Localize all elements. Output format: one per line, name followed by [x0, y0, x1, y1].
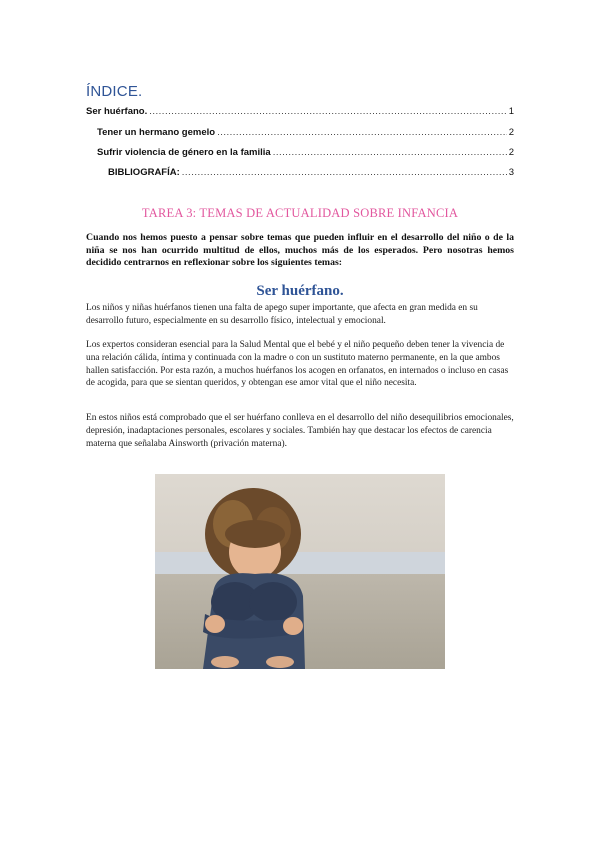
- toc-entry-label: Sufrir violencia de género en la familia: [97, 147, 271, 158]
- body-paragraph: Los expertos consideran esencial para la Salud Mental que el bebé y el niño pequeño deben tener la vivencia de una relación cálida, íntima y continuada con la madre o con un sustituto materno permanente, en la que ambos hallen satisfacción. Por esta razón, a muchos huérfanos los acogen en orfanatos, en internados o incluso en casas de acogida, para que se sientan queridos, y obtengan ese amor vital que el niño necesita.: [86, 340, 509, 389]
- toc-entry-label: Tener un hermano gemelo: [97, 127, 216, 138]
- body-paragraph: En estos niños está comprobado que el ser huérfano conlleva en el desarrollo del niño desequilibrios emocionales, depresión, inadaptaciones personales, escolares y sociales. También hay que destacar los efectos de carencia materna que señalaba Ainsworth (privación materna).: [86, 413, 514, 449]
- child-photo: [155, 474, 445, 669]
- toc-entry[interactable]: [108, 167, 514, 178]
- toc-entry[interactable]: [86, 106, 514, 117]
- child-photo-illustration: [155, 474, 445, 669]
- toc-title: ÍNDICE.: [86, 83, 143, 100]
- body-paragraph: Los niños y niñas huérfanos tienen una falta de apego super importante, que afecta en gran medida en su desarrollo futuro, especialmente en su desarrollo físico, intelectual y emocional.: [86, 303, 478, 326]
- toc-entry-page: 2: [508, 147, 514, 158]
- toc-entry-page: 2: [508, 127, 514, 138]
- toc-entry-page: 1: [508, 106, 514, 117]
- toc-leader: [273, 147, 507, 158]
- tarea-heading: TAREA 3: TEMAS DE ACTUALIDAD SOBRE INFANCIA: [141, 206, 459, 220]
- toc-leader: [217, 127, 507, 138]
- section-title: Ser huérfano.: [256, 283, 344, 299]
- intro-paragraph: Cuando nos hemos puesto a pensar sobre temas que pueden influir en el desarrollo del niño o de la niña se nos han ocurrido multitud de ellos, muchos más de los esperados. Pero nosotras hemos decidido centrarnos en reflexionar sobre los siguientes temas:: [86, 232, 514, 268]
- toc-entry-page: 3: [508, 167, 514, 178]
- toc-entry[interactable]: [97, 127, 514, 138]
- toc-entry-label: BIBLIOGRAFÍA:: [108, 167, 180, 178]
- toc-leader: [182, 167, 507, 178]
- toc-leader: [149, 106, 506, 117]
- toc-entry[interactable]: [97, 147, 514, 158]
- toc-entry-label: Ser huérfano.: [86, 106, 148, 117]
